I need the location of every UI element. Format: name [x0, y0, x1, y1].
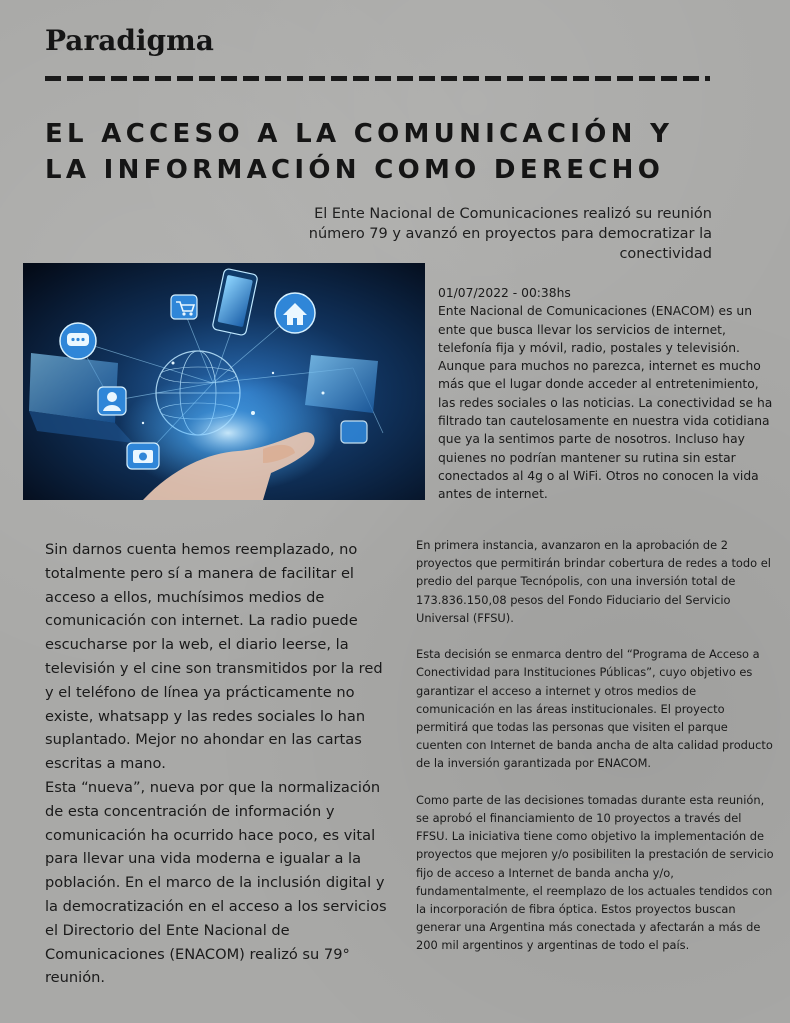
- right-paragraph-2: Esta decisión se enmarca dentro del “Programa de Acceso a Conectividad para Instituciones Públicas”, cuyo objetivo es garantizar el acceso a internet y otros medios de comunicación en las áreas institucionales. El proyecto permitirá que todas las personas que visiten el parque cuenten con Internet de banda ancha de alta calidad producto de la inversión garantizada por ENACOM.: [416, 647, 773, 771]
- brand-title: Paradigma: [45, 24, 214, 57]
- home-icon: [275, 293, 315, 333]
- right-paragraph-1: En primera instancia, avanzaron en la aprobación de 2 proyectos que permitirán brindar cobertura de redes a todo el predio del parque Tecnópolis, con una inversión total de 173.836.150,08 pesos del Fondo Fiduciario del Servicio Universal (FFSU).: [416, 538, 771, 625]
- article-date: 01/07/2022 - 00:38hs: [438, 286, 571, 300]
- headline-line-2: LA INFORMACIÓN COMO DERECHO: [45, 155, 665, 185]
- left-paragraph-2: Esta “nueva”, nueva por que la normalización de esta concentración de información y comunicación ha ocurrido hace poco, es vital para llevar una vida moderna e igualar a la población. En el marco de la inclusión digital y la democratización en el acceso a los servicios el Directorio del Ente Nacional de Comunicaciones (ENACOM) realizó su 79° reunión.: [45, 778, 387, 987]
- subheadline: El Ente Nacional de Comunicaciones realizó su reunión número 79 y avanzó en proyectos para democratizar la conectividad: [308, 206, 712, 262]
- user-icon: [98, 387, 126, 415]
- chat-icon: [60, 323, 96, 359]
- article-image: [23, 263, 425, 500]
- headline-line-1: EL ACCESO A LA COMUNICACIÓN Y: [45, 119, 674, 149]
- right-paragraph-3: Como parte de las decisiones tomadas durante esta reunión, se aprobó el financiamiento de 10 proyectos a través del FFSU. La iniciativa tiene como objetivo la implementación de proyectos que mejoren y/o posibiliten la prestación de servicio fijo de acceso a Internet de banda ancha y/o, fundamentalmente, el reemplazo de los actuales tendidos con la incorporación de fibra óptica. Estos proyectos buscan generar una Argentina más conectada y afectarán a más de 200 mil argentinos y argentinas de todo el país.: [416, 792, 774, 953]
- dashed-divider: [45, 76, 710, 81]
- lead-paragraph: [438, 284, 773, 504]
- headline: [45, 116, 745, 188]
- lead-text: Ente Nacional de Comunicaciones (ENACOM) es un ente que busca llevar los servicios de internet, telefonía fija y móvil, radio, postales y televisión. Aunque para muchos no parezca, internet es mucho más que el lugar donde acceder al entretenimiento, las redes sociales o las noticias. La conectividad se ha filtrado tan cautelosamente en nuestra vida cotidiana que ya la sentimos parte de nosotros. Incluso hay quienes no podrían mantener su rutina sin estar conectados al 4g o al WiFi. Otros no conocen la vida antes de internet.: [438, 304, 773, 502]
- left-column: [45, 538, 395, 990]
- camera-icon: [127, 443, 159, 469]
- left-paragraph-1: Sin darnos cuenta hemos reemplazado, no totalmente pero sí a manera de facilitar el acceso a ellos, muchísimos medios de comunicación con internet. La radio puede escucharse por la web, el diario leerse, la televisión y el cine son transmitidos por la red y el teléfono de línea ya prácticamente no existe, whatsapp y las redes sociales lo han suplantado. Mejor no ahondar en las cartas escritas a mano.: [45, 541, 383, 773]
- cart-icon: [171, 295, 197, 319]
- right-column: [416, 536, 776, 973]
